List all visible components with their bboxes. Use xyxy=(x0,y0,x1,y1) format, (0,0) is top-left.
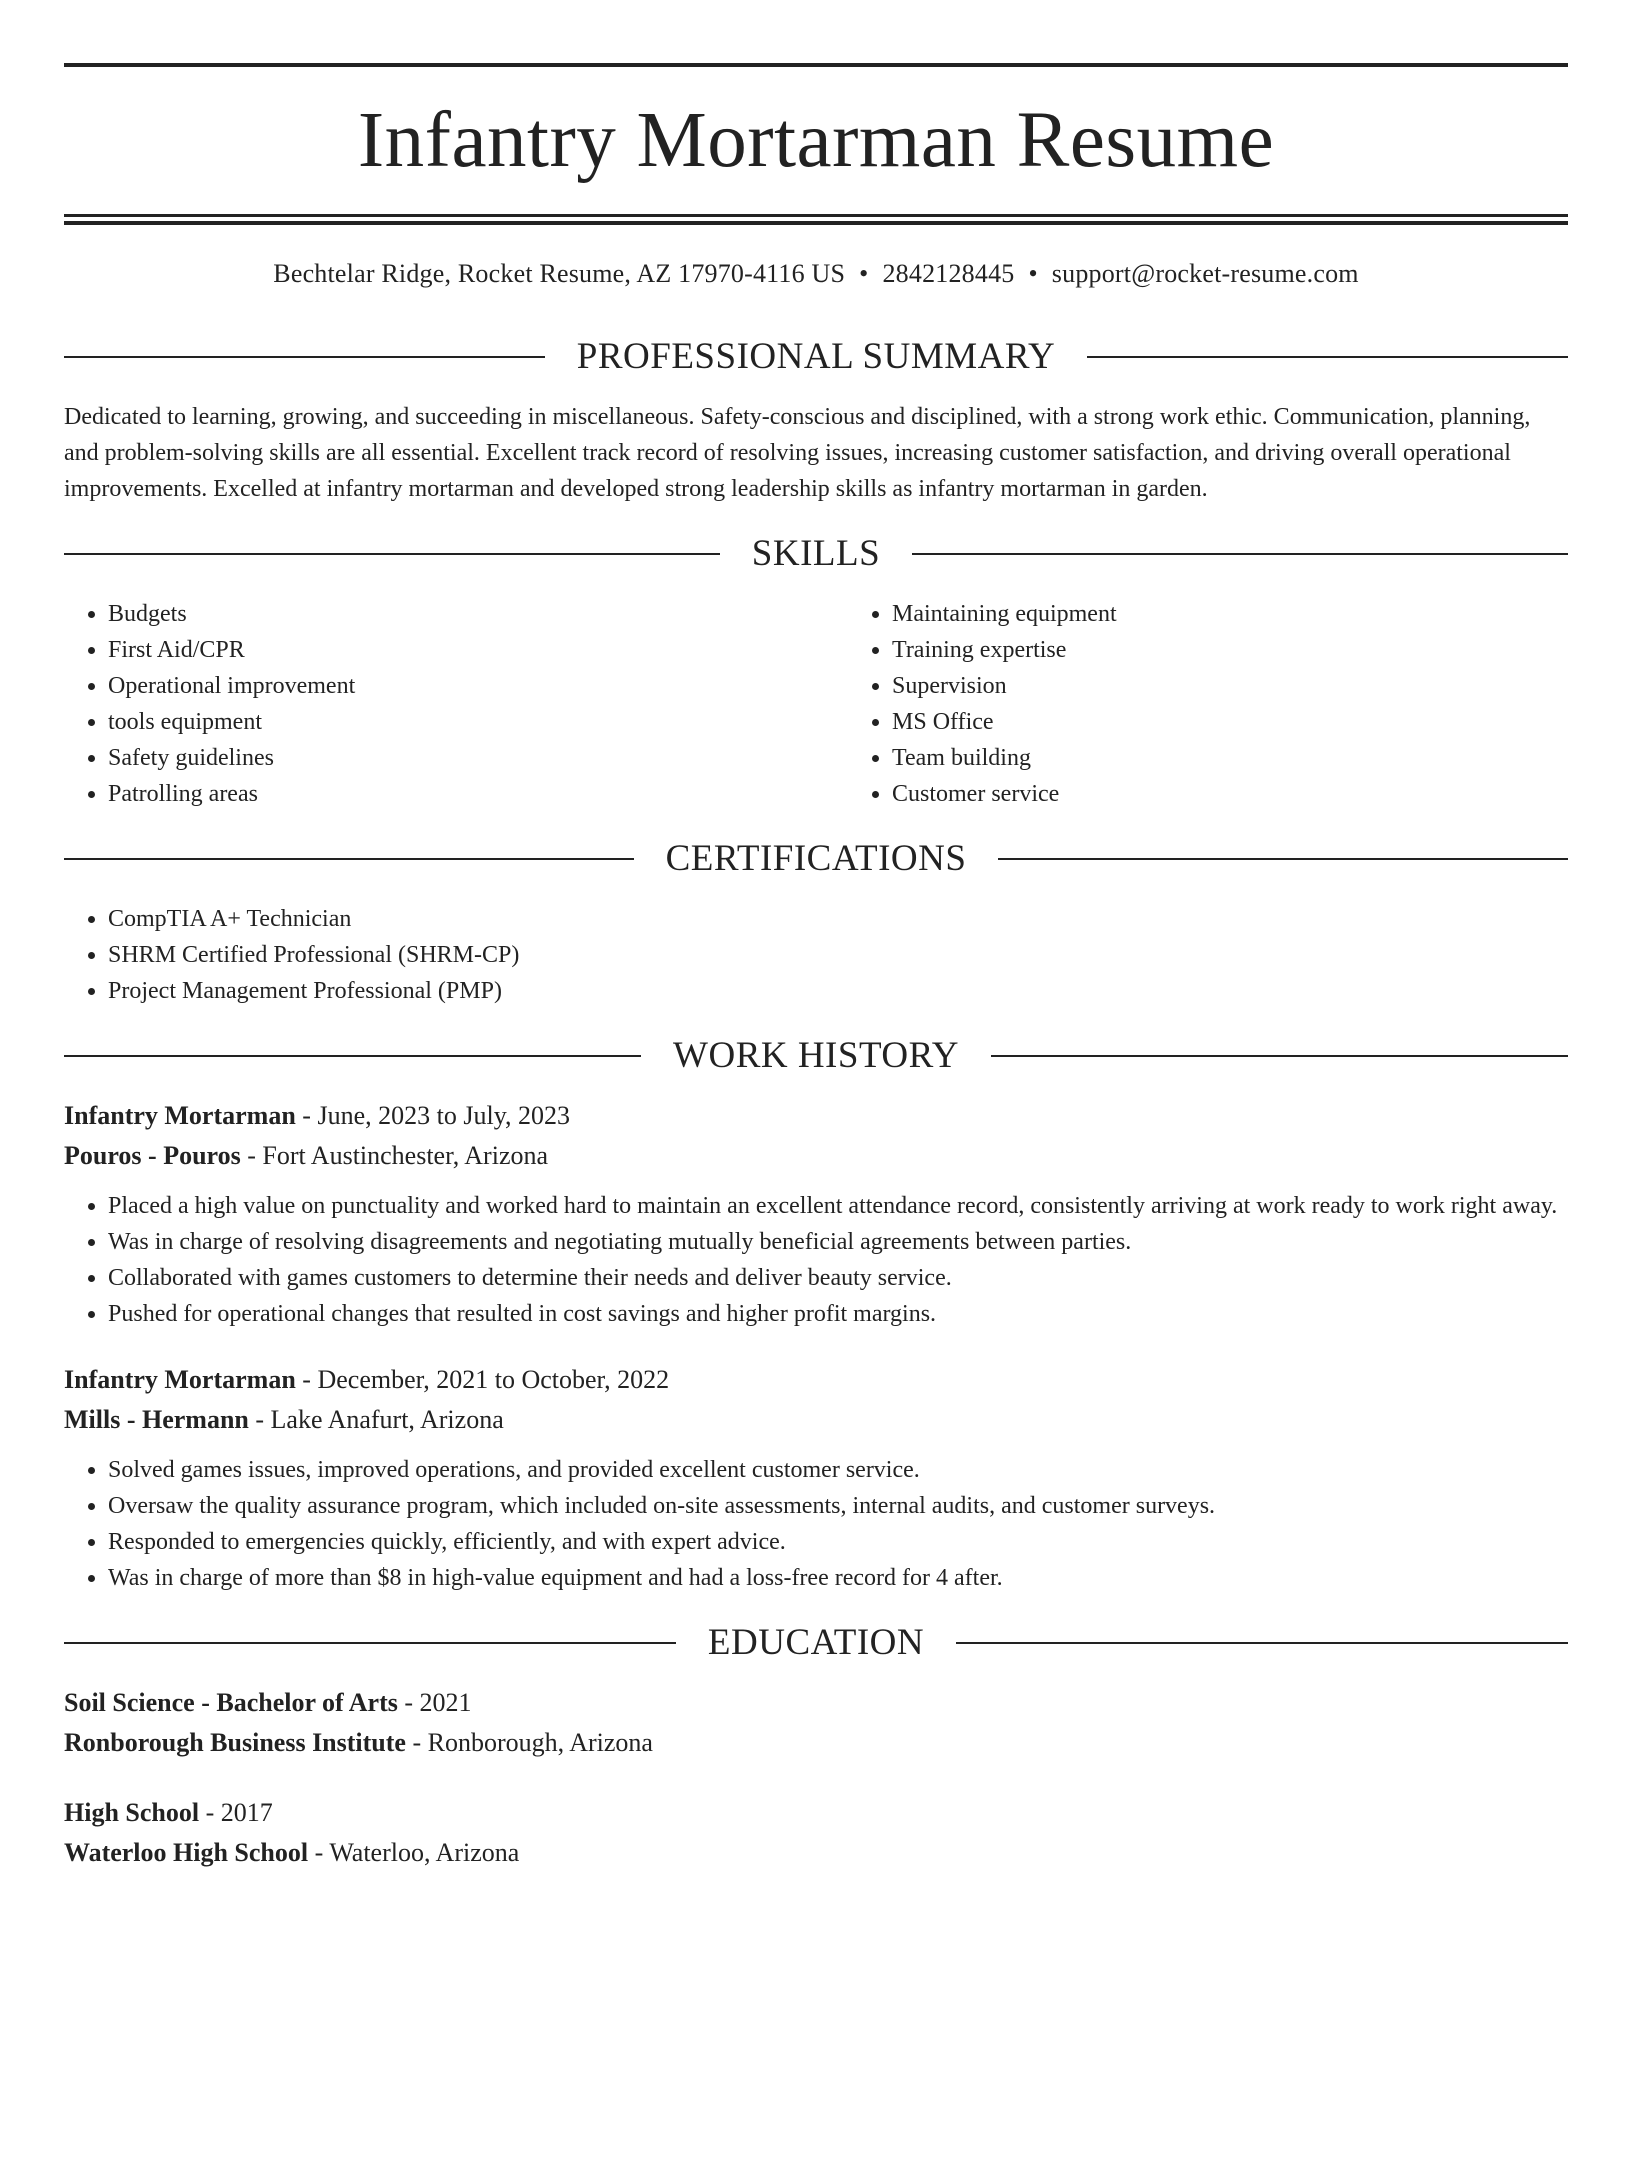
certification-item: • Project Management Professional (PMP) xyxy=(108,973,1568,1009)
contact-email: support@rocket-resume.com xyxy=(1051,259,1359,288)
resume-title: Infantry Mortarman Resume xyxy=(357,97,1275,184)
education-year: 2017 xyxy=(220,1798,273,1827)
job-company-line: Mills - Hermann - Lake Anafurt, Arizona xyxy=(64,1405,504,1434)
job-bullet: • Was in charge of resolving disagreements and negotiating mutually beneficial agreements between parties. xyxy=(108,1224,1568,1260)
job-location: Fort Austinchester, Arizona xyxy=(262,1141,549,1170)
education-school-line: Ronborough Business Institute - Ronborough, Arizona xyxy=(64,1728,653,1757)
contact-separator: • xyxy=(859,259,869,288)
certification-item: • SHRM Certified Professional (SHRM-CP) xyxy=(108,937,1568,973)
section-heading-certifications xyxy=(64,840,1568,877)
skill-item: • tools equipment xyxy=(108,704,848,740)
job-dates: December, 2021 to October, 2022 xyxy=(317,1365,670,1394)
job-title-line: Infantry Mortarman - June, 2023 to July, 2023 xyxy=(64,1101,571,1130)
contact-separator: • xyxy=(1028,259,1038,288)
heading-rule xyxy=(64,1055,641,1057)
heading-rule xyxy=(64,553,720,555)
section-title: CERTIFICATIONS xyxy=(665,838,967,879)
section-title: PROFESSIONAL SUMMARY xyxy=(576,336,1056,377)
skill-item: • Customer service xyxy=(892,776,1568,812)
education-degree-line: Soil Science - Bachelor of Arts - 2021 xyxy=(64,1688,472,1717)
section-heading-skills xyxy=(64,535,1568,572)
job-bullets xyxy=(64,1452,1568,1596)
certification-item: • CompTIA A+ Technician xyxy=(108,901,1568,937)
job-entry xyxy=(64,1360,1568,1596)
education-degree-line: High School - 2017 xyxy=(64,1798,273,1827)
skill-item: • Operational improvement xyxy=(108,668,848,704)
skill-item: • Supervision xyxy=(892,668,1568,704)
job-bullet: • Was in charge of more than $8 in high-value equipment and had a loss-free record for 4 after. xyxy=(108,1560,1568,1596)
section-heading-work-history xyxy=(64,1037,1568,1074)
heading-rule xyxy=(991,1055,1568,1057)
education-entry xyxy=(64,1793,1568,1873)
job-bullets xyxy=(64,1188,1568,1332)
section-title: EDUCATION xyxy=(707,1622,925,1663)
section-heading-summary xyxy=(64,338,1568,375)
education-degree: Soil Science - Bachelor of Arts xyxy=(64,1688,398,1717)
skill-item: • Patrolling areas xyxy=(108,776,848,812)
job-role: Infantry Mortarman xyxy=(64,1101,296,1130)
job-dates: June, 2023 to July, 2023 xyxy=(317,1101,571,1130)
skills-list-right xyxy=(848,596,1568,812)
heading-rule xyxy=(64,356,545,358)
job-title-line: Infantry Mortarman - December, 2021 to October, 2022 xyxy=(64,1365,670,1394)
job-entry xyxy=(64,1096,1568,1332)
title-double-rule xyxy=(64,214,1568,225)
education-location: Waterloo, Arizona xyxy=(329,1838,520,1867)
job-location: Lake Anafurt, Arizona xyxy=(270,1405,504,1434)
job-bullet: • Pushed for operational changes that resulted in cost savings and higher profit margins. xyxy=(108,1296,1568,1332)
heading-rule xyxy=(1087,356,1568,358)
skill-item: • Maintaining equipment xyxy=(892,596,1568,632)
contact-line xyxy=(64,261,1568,287)
education-year: 2021 xyxy=(419,1688,472,1717)
section-title: SKILLS xyxy=(751,533,881,574)
section-title: WORK HISTORY xyxy=(673,1035,959,1076)
heading-rule xyxy=(64,1642,676,1644)
skill-item: • Team building xyxy=(892,740,1568,776)
job-bullet: • Placed a high value on punctuality and worked hard to maintain an excellent attendance record, consistently arriving at work ready to work right away. xyxy=(108,1188,1568,1224)
contact-address: Bechtelar Ridge, Rocket Resume, AZ 17970-4116 US xyxy=(273,259,846,288)
job-bullet: • Collaborated with games customers to determine their needs and deliver beauty service. xyxy=(108,1260,1568,1296)
skill-item: • Budgets xyxy=(108,596,848,632)
education-school: Ronborough Business Institute xyxy=(64,1728,406,1757)
skill-item: • First Aid/CPR xyxy=(108,632,848,668)
certifications-list xyxy=(64,901,1568,1009)
top-rule xyxy=(64,63,1568,67)
section-heading-education xyxy=(64,1624,1568,1661)
job-company: Pouros - Pouros xyxy=(64,1141,241,1170)
education-school: Waterloo High School xyxy=(64,1838,309,1867)
job-company-line: Pouros - Pouros - Fort Austinchester, Arizona xyxy=(64,1141,549,1170)
education-entry xyxy=(64,1683,1568,1763)
job-bullet: • Solved games issues, improved operations, and provided excellent customer service. xyxy=(108,1452,1568,1488)
heading-rule xyxy=(956,1642,1568,1644)
skills-list-left xyxy=(64,596,848,812)
summary-text: Dedicated to learning, growing, and succeeding in miscellaneous. Safety-conscious and disciplined, with a strong work ethic. Communication, planning, and problem-solving skills are all essential. Excellent track record of resolving issues, increasing customer satisfaction, and driving overall operational improvements. Excelled at infantry mortarman and developed strong leadership skills as infantry mortarman in garden. xyxy=(64,404,1531,502)
education-school-line: Waterloo High School - Waterloo, Arizona xyxy=(64,1838,520,1867)
resume-page xyxy=(0,63,1632,2175)
job-bullet: • Oversaw the quality assurance program, which included on-site assessments, internal audits, and customer surveys. xyxy=(108,1488,1568,1524)
heading-rule xyxy=(998,858,1568,860)
heading-rule xyxy=(912,553,1568,555)
heading-rule xyxy=(64,858,634,860)
job-bullet: • Responded to emergencies quickly, efficiently, and with expert advice. xyxy=(108,1524,1568,1560)
job-company: Mills - Hermann xyxy=(64,1405,249,1434)
contact-phone: 2842128445 xyxy=(882,259,1015,288)
job-role: Infantry Mortarman xyxy=(64,1365,296,1394)
skill-item: • MS Office xyxy=(892,704,1568,740)
education-location: Ronborough, Arizona xyxy=(427,1728,653,1757)
education-degree: High School xyxy=(64,1798,200,1827)
skills-grid xyxy=(64,596,1568,812)
skill-item: • Training expertise xyxy=(892,632,1568,668)
skill-item: • Safety guidelines xyxy=(108,740,848,776)
